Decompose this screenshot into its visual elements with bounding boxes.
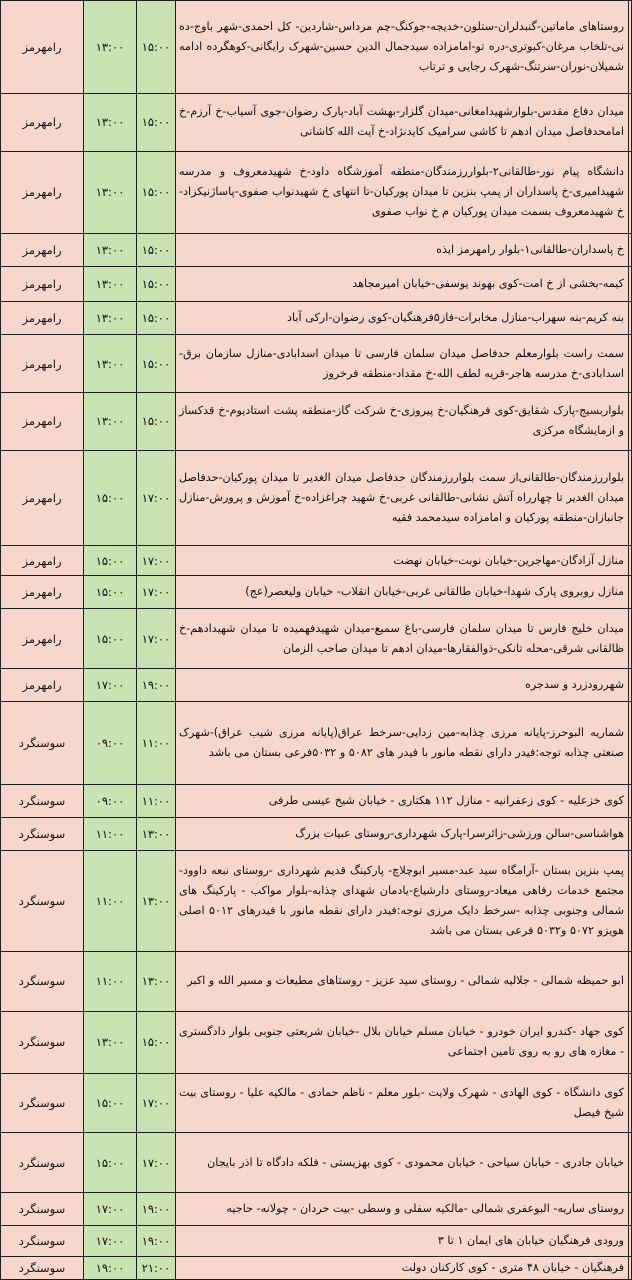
table-row	[1, 669, 632, 702]
area-cell: ابو حمیظه شمالی - جلالیه شمالی - روستای سید عزیز - روستاهای مطیعات و مسیر الله و اکبر	[176, 951, 629, 1011]
from-time-cell: ۱۵:۰۰	[84, 1133, 137, 1193]
city-cell: سوسنگرد	[1, 817, 84, 850]
to-time-cell: ۱۹:۰۰	[137, 1193, 176, 1226]
table-row	[1, 576, 632, 609]
city-cell: سوسنگرد	[1, 1226, 84, 1257]
from-time-cell: ۱۳:۰۰	[84, 335, 137, 393]
row-edge-cell	[629, 545, 632, 576]
to-time-cell: ۱۱:۰۰	[137, 702, 176, 785]
table-row	[1, 817, 632, 850]
table-row	[1, 302, 632, 335]
table-row	[1, 335, 632, 393]
from-time-cell: ۱۱:۰۰	[84, 817, 137, 850]
row-edge-cell	[629, 702, 632, 785]
row-edge-cell	[629, 1193, 632, 1226]
from-time-cell: ۱۱:۰۰	[84, 951, 137, 1011]
area-cell: شماریه البوحرز-پایانه مرزی چذابه-مین زدایی-سرخط عراق(پایانه مرزی شیب عراق)-شهرک صنعتی چذابه توجه:فیدر دارای نقطه مانور با فیدر های ۵۰۸۲ و ۵۰۳۲فرعی بستان می باشد	[176, 702, 629, 785]
city-cell: رامهرمز	[1, 450, 84, 545]
row-edge-cell	[629, 850, 632, 951]
from-time-cell: ۱۳:۰۰	[84, 392, 137, 450]
area-cell: کوی جهاد -کندرو ایران خودرو - خیابان مسلم خیابان بلال -خیابان شریعتی جنوبی بلوار دادگستری - مغازه های رو به روی تامین اجتماعی	[176, 1011, 629, 1073]
row-edge-cell	[629, 335, 632, 393]
row-edge-cell	[629, 302, 632, 335]
to-time-cell: ۱۳:۰۰	[137, 817, 176, 850]
from-time-cell: ۱۵:۰۰	[84, 450, 137, 545]
from-time-cell: ۱۹:۰۰	[84, 1257, 137, 1280]
row-edge-cell	[629, 1, 632, 94]
row-edge-cell	[629, 1257, 632, 1280]
row-edge-cell	[629, 450, 632, 545]
city-cell: سوسنگرد	[1, 951, 84, 1011]
table-row	[1, 1193, 632, 1226]
to-time-cell: ۱۷:۰۰	[137, 545, 176, 576]
area-cell: خیابان جادری - خیابان سیاحی - خیابان محمودی - کوی بهزیستی - فلکه دادگاه تا اذر بایجان	[176, 1133, 629, 1193]
table-row	[1, 1073, 632, 1133]
to-time-cell: ۱۷:۰۰	[137, 1073, 176, 1133]
area-cell: ورودی فرهنگیان خیابان های ایمان ۱ تا ۳	[176, 1226, 629, 1257]
to-time-cell: ۱۵:۰۰	[137, 335, 176, 393]
to-time-cell: ۱۵:۰۰	[137, 151, 176, 234]
area-cell: خ پاسداران-طالقانی۱-بلوار رامهرمز ایذه	[176, 234, 629, 267]
row-edge-cell	[629, 1133, 632, 1193]
area-cell: پمپ بنزین بستان -آرامگاه سید عبد-مسیر ابوچلاچ- پارکینگ قدیم شهرداری -روستای نبعه داوود-مجتمع خدمات رفاهی میعاد-روستای دارشیاع-یادمان شهدای چذابه-بلوار مواکب - پارکینگ های شمالی وجنوبی چذابه -سرخط دایک مرزی توجه:فیدر دارای نقطه مانور با فیدرهای ۵۰۱۲ اصلی هویزو ۵۰۷۲ و۵۰۳۲ فرعی بستان می باشد	[176, 850, 629, 951]
table-body	[1, 1, 632, 1280]
city-cell: رامهرمز	[1, 234, 84, 267]
area-cell: منازل آزادگان-مهاجرین-خیابان نوبت-خیابان نهضت	[176, 545, 629, 576]
row-edge-cell	[629, 669, 632, 702]
row-edge-cell	[629, 234, 632, 267]
to-time-cell: ۱۷:۰۰	[137, 609, 176, 669]
city-cell: رامهرمز	[1, 545, 84, 576]
from-time-cell: ۱۵:۰۰	[84, 576, 137, 609]
city-cell: رامهرمز	[1, 392, 84, 450]
row-edge-cell	[629, 1011, 632, 1073]
area-cell: کوی دانشگاه - کوی الهادی - شهرک ولایت -بلور معلم - ناظم حمادی - مالکیه علیا - روستای بیت شیخ فیصل	[176, 1073, 629, 1133]
area-cell: سمت راست بلوارمعلم حدفاصل میدان سلمان فارسی تا میدان اسدابادی-منازل سازمان برق-اسدابادی-خ مدرسه هاجر-قریه لطف الله-خ مقداد-منطقه فرخروز	[176, 335, 629, 393]
from-time-cell: ۱۱:۰۰	[84, 850, 137, 951]
area-cell: بلواربسیج-پارک شقایق-کوی فرهنگیان-خ پیروزی-خ شرکت گاز-منطقه پشت استادیوم-خ قدکساز و ازمایشگاه مرکزی	[176, 392, 629, 450]
city-cell: سوسنگرد	[1, 1257, 84, 1280]
city-cell: رامهرمز	[1, 669, 84, 702]
city-cell: رامهرمز	[1, 609, 84, 669]
from-time-cell: ۱۳:۰۰	[84, 302, 137, 335]
city-cell: رامهرمز	[1, 267, 84, 302]
city-cell: سوسنگرد	[1, 702, 84, 785]
to-time-cell: ۲۱:۰۰	[137, 1257, 176, 1280]
to-time-cell: ۱۵:۰۰	[137, 93, 176, 151]
from-time-cell: ۱۷:۰۰	[84, 1193, 137, 1226]
to-time-cell: ۱۹:۰۰	[137, 669, 176, 702]
row-edge-cell	[629, 392, 632, 450]
area-cell: روستاهای ماماتین-گنبدلران-ستلون-خدیجه-جوکنگ-چم مرداس-شاردین- کل احمدی-شهر باوج-ده نی-تلخاب مرغان-کبوتری-دره تو-امامزاده سیدجمال الدین حسین-شهرک رایگانی-کوهگرده ادامه شمیلان-نوران-سرتنگ-شهرک رجایی و ترتاب	[176, 1, 629, 94]
table-row	[1, 1257, 632, 1280]
from-time-cell: ۱۷:۰۰	[84, 669, 137, 702]
from-time-cell: ۱۵:۰۰	[84, 1073, 137, 1133]
area-cell: بنه کریم-بنه سهراب-منازل مخابرات-فاز۵فرهنگیان-کوی رضوان-ارکی آباد	[176, 302, 629, 335]
table-row	[1, 1133, 632, 1193]
table-row	[1, 784, 632, 817]
area-cell: میدان خلیج فارس تا میدان سلمان فارسی-باغ سمیع-میدان شهیدفهمیده تا میدان شهیدادهم-خ ظالقانی شرقی-محله تانکی-ذوالفقارها-میدان ادهم تا میدان صاحب الزمان	[176, 609, 629, 669]
area-cell: روستای ساریه- البوعفری شمالی -مالکیه سفلی و وسطی -بیت حردان - چولانه- حاجیه	[176, 1193, 629, 1226]
row-edge-cell	[629, 576, 632, 609]
table-row	[1, 450, 632, 545]
table-row	[1, 702, 632, 785]
area-cell: منازل روبروی پارک شهدا-خیابان طالقانی غربی-خیابان انقلاب- خیابان ولیعصر(عج)	[176, 576, 629, 609]
to-time-cell: ۱۵:۰۰	[137, 234, 176, 267]
table-row	[1, 93, 632, 151]
to-time-cell: ۱۵:۰۰	[137, 302, 176, 335]
from-time-cell: ۱۳:۰۰	[84, 234, 137, 267]
city-cell: سوسنگرد	[1, 850, 84, 951]
area-cell: دانشگاه پیام نور-طالقانی۲-بلواررزمندگان-منطقه آموزشگاه داود-خ شهیدمعروف و مدرسه شهیدامیری-خ پاسداران از پمپ بنزین تا میدان پورکیان-تا انتهای خ شهیدنواب صفوی-پاساژنیکزاد-خ شهیدمعروف بسمت میدان پورکیان م خ نواب صفوی	[176, 151, 629, 234]
area-cell: بلواررزمندگان-طالقانی‌از سمت بلواررزمندگان حدفاصل میدان الغدیر تا میدان پورکیان-حدفاصل میدان الغدیر تا چهارراه آتش نشانی-طالقانی غربی-خ شهید چراغزاده-خ آموزش و پرورش-منازل جانبازان-منطقه پورکیان و امامزاده سیدمحمد فقیه	[176, 450, 629, 545]
area-cell: کوی خزعلیه - کوی زعفرانیه - منازل ۱۱۲ هکتاری - خیابان شیخ عیسی طرفی	[176, 784, 629, 817]
row-edge-cell	[629, 951, 632, 1011]
from-time-cell: ۱۵:۰۰	[84, 609, 137, 669]
table-row	[1, 850, 632, 951]
city-cell: سوسنگرد	[1, 784, 84, 817]
area-cell: کیمه-بخشی از خ امت-کوی بهوند یوسفی-خیابان امیرمجاهد	[176, 267, 629, 302]
from-time-cell: ۱۳:۰۰	[84, 1, 137, 94]
to-time-cell: ۱۱:۰۰	[137, 784, 176, 817]
to-time-cell: ۱۵:۰۰	[137, 1, 176, 94]
table-row	[1, 1011, 632, 1073]
city-cell: رامهرمز	[1, 335, 84, 393]
table-row	[1, 1226, 632, 1257]
to-time-cell: ۱۳:۰۰	[137, 951, 176, 1011]
city-cell: رامهرمز	[1, 93, 84, 151]
city-cell: رامهرمز	[1, 576, 84, 609]
area-cell: میدان دفاع مقدس-بلوارشهیدامغانی-میدان گلزار-بهشت آباد-پارک رضوان-جوی آسیاب-خ آرزم-خ امامحدفاصل میدان ادهم تا کاشی سرامیک کایدنژاد-خ آیت الله کاشانی	[176, 93, 629, 151]
city-cell: سوسنگرد	[1, 1073, 84, 1133]
row-edge-cell	[629, 1073, 632, 1133]
city-cell: رامهرمز	[1, 1, 84, 94]
to-time-cell: ۱۷:۰۰	[137, 1133, 176, 1193]
area-cell: شهررودزرد و سدجره	[176, 669, 629, 702]
table-row	[1, 392, 632, 450]
from-time-cell: ۱۷:۰۰	[84, 1226, 137, 1257]
table-row	[1, 267, 632, 302]
table-row	[1, 545, 632, 576]
from-time-cell: ۱۵:۰۰	[84, 545, 137, 576]
from-time-cell: ۱۳:۰۰	[84, 151, 137, 234]
area-cell: فرهنگیان - خیابان ۴۸ متری - کوی کارکنان دولت	[176, 1257, 629, 1280]
from-time-cell: ۰۹:۰۰	[84, 702, 137, 785]
from-time-cell: ۱۳:۰۰	[84, 93, 137, 151]
table-row	[1, 151, 632, 234]
from-time-cell: ۰۹:۰۰	[84, 784, 137, 817]
table-row	[1, 234, 632, 267]
table-row	[1, 609, 632, 669]
row-edge-cell	[629, 817, 632, 850]
from-time-cell: ۱۳:۰۰	[84, 267, 137, 302]
row-edge-cell	[629, 784, 632, 817]
city-cell: سوسنگرد	[1, 1193, 84, 1226]
city-cell: رامهرمز	[1, 151, 84, 234]
city-cell: رامهرمز	[1, 302, 84, 335]
to-time-cell: ۱۹:۰۰	[137, 1226, 176, 1257]
city-cell: سوسنگرد	[1, 1133, 84, 1193]
to-time-cell: ۱۷:۰۰	[137, 450, 176, 545]
to-time-cell: ۱۳:۰۰	[137, 850, 176, 951]
table-row	[1, 951, 632, 1011]
from-time-cell: ۱۳:۰۰	[84, 1011, 137, 1073]
to-time-cell: ۱۵:۰۰	[137, 267, 176, 302]
row-edge-cell	[629, 151, 632, 234]
city-cell: سوسنگرد	[1, 1011, 84, 1073]
table-row	[1, 1, 632, 94]
to-time-cell: ۱۵:۰۰	[137, 1011, 176, 1073]
row-edge-cell	[629, 609, 632, 669]
to-time-cell: ۱۵:۰۰	[137, 392, 176, 450]
to-time-cell: ۱۷:۰۰	[137, 576, 176, 609]
row-edge-cell	[629, 267, 632, 302]
area-cell: هواشناسی-سالن ورزشی-زائرسرا-پارک شهرداری-روستای عبیات بزرگ	[176, 817, 629, 850]
row-edge-cell	[629, 93, 632, 151]
row-edge-cell	[629, 1226, 632, 1257]
